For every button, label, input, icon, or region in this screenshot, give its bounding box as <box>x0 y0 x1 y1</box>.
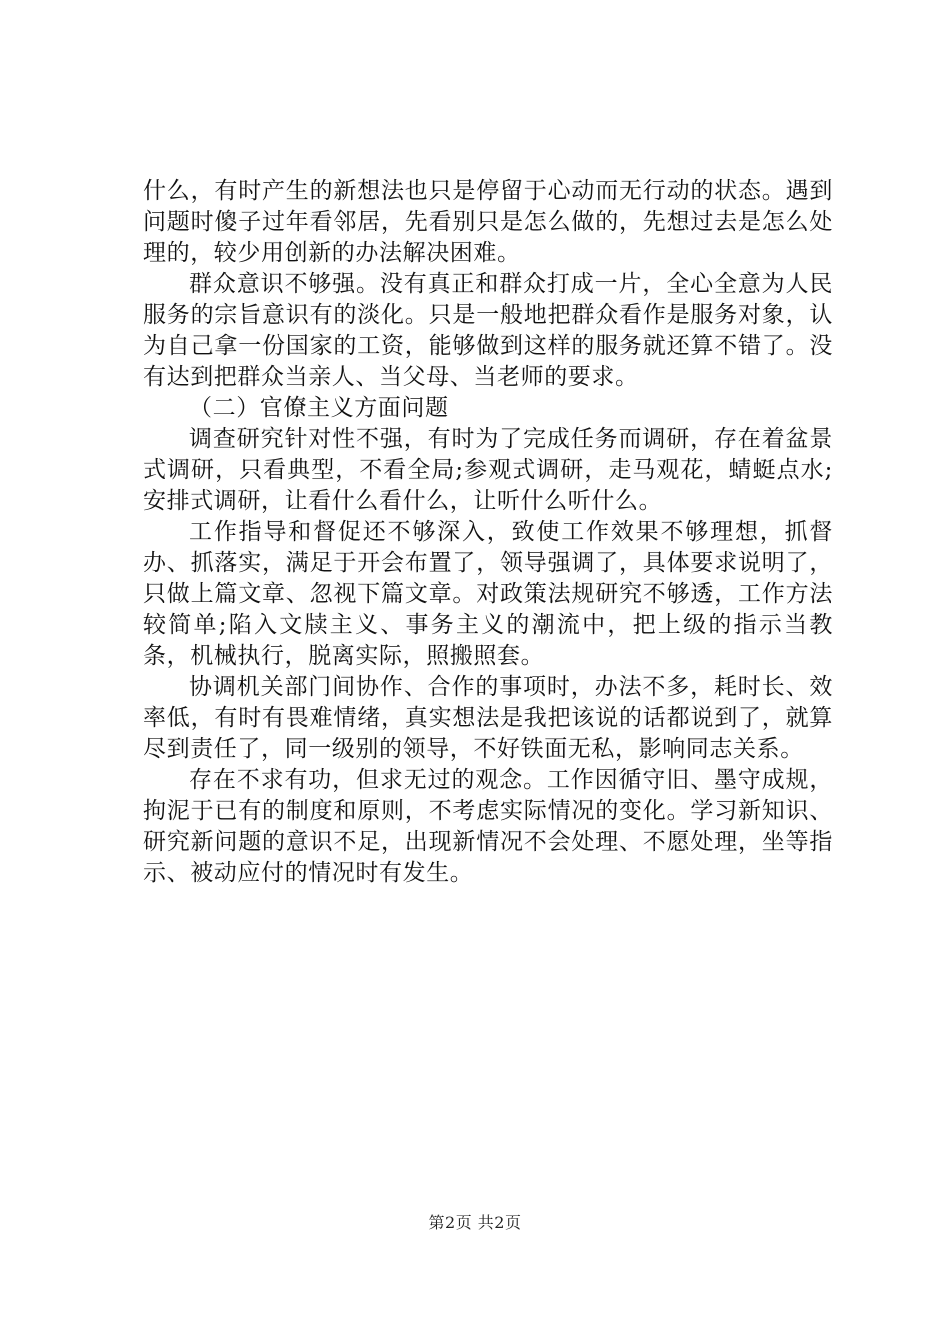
paragraph-mass-awareness: 群众意识不够强。没有真正和群众打成一片，全心全意为人民服务的宗旨意识有的淡化。只是一般地把群众看作是服务对象，认为自己拿一份国家的工资，能够做到这样的服务就还算不错了。没有达到把群众当亲人、当父母、当老师的要求。 <box>143 271 833 390</box>
paragraph-conservatism: 存在不求有功，但求无过的观念。工作因循守旧、墨守成规，拘泥于已有的制度和原则，不考虑实际情况的变化。学习新知识、研究新问题的意识不足，出现新情况不会处理、不愿处理，坐等指示、被动应付的情况时有发生。 <box>143 767 833 886</box>
document-body <box>143 176 833 889</box>
section-heading-bureaucratism: （二）官僚主义方面问题 <box>189 395 449 421</box>
paragraph-work-guidance: 工作指导和督促还不够深入，致使工作效果不够理想，抓督办、抓落实，满足于开会布置了，领导强调了，具体要求说明了，只做上篇文章、忽视下篇文章。对政策法规研究不够透，工作方法较简单;陷入文牍主义、事务主义的潮流中，把上级的指示当教条，机械执行，脱离实际，照搬照套。 <box>143 519 833 669</box>
page-number-footer: 第2页 共2页 <box>428 1213 522 1232</box>
paragraph-research: 调查研究针对性不强，有时为了完成任务而调研，存在着盆景式调研，只看典型，不看全局;参观式调研，走马观花，蜻蜓点水;安排式调研，让看什么看什么，让听什么听什么。 <box>143 426 833 514</box>
paragraph-coordination: 协调机关部门间协作、合作的事项时，办法不多，耗时长、效率低，有时有畏难情绪，真实想法是我把该说的话都说到了，就算尽到责任了，同一级别的领导，不好铁面无私，影响同志关系。 <box>143 674 833 762</box>
paragraph-continuation: 什么，有时产生的新想法也只是停留于心动而无行动的状态。遇到问题时傻子过年看邻居，先看别只是怎么做的，先想过去是怎么处理的，较少用创新的办法解决困难。 <box>143 178 833 266</box>
